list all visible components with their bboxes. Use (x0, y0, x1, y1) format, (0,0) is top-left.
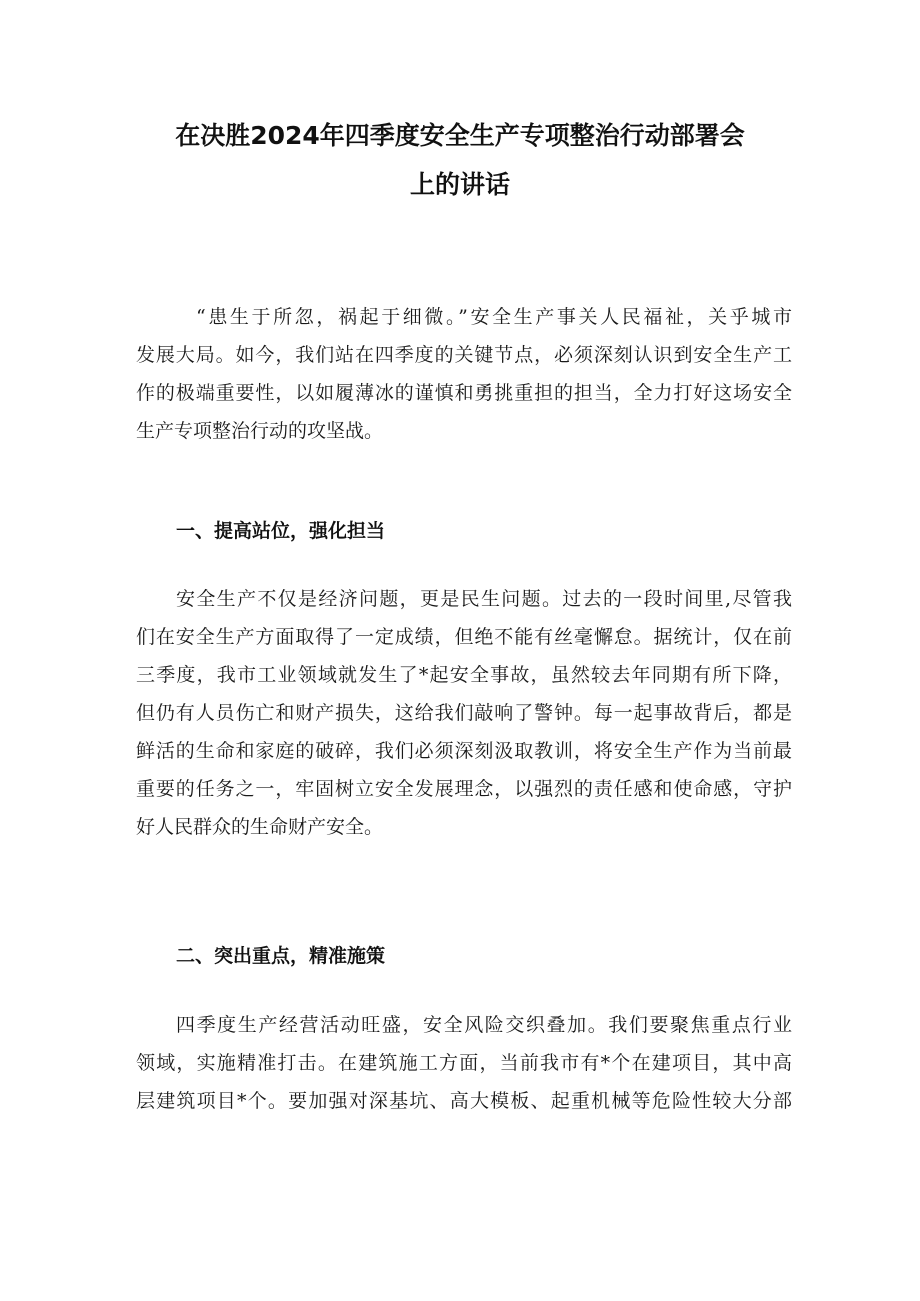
paragraph-line: 领域，实施精准打击。在建筑施工方面，当前我市有*个在建项目，其中高 (136, 1052, 792, 1074)
paragraph-line: 发展大局。如今，我们站在四季度的关键节点，必须深刻认识到安全生产工 (136, 344, 792, 366)
document-title-line-1: 在决胜2024年四季度安全生产专项整治行动部署会 (175, 121, 745, 150)
paragraph-line: 但仍有人员伤亡和财产损失，这给我们敲响了警钟。每一起事故背后，都是 (136, 702, 792, 724)
section-heading-2: 二、突出重点，精准施策 (176, 945, 386, 967)
paragraph-line: 生产专项整治行动的攻坚战。 (136, 420, 384, 442)
paragraph-line: 四季度生产经营活动旺盛，安全风险交织叠加。我们要聚焦重点行业 (176, 1014, 792, 1036)
paragraph-line: 层建筑项目*个。要加强对深基坑、高大模板、起重机械等危险性较大分部 (136, 1090, 792, 1112)
paragraph-line: 好人民群众的生命财产安全。 (136, 816, 384, 838)
paragraph-line: 们在安全生产方面取得了一定成绩，但绝不能有丝毫懈怠。据统计，仅在前 (136, 626, 792, 648)
paragraph-line: 重要的任务之一，牢固树立安全发展理念，以强烈的责任感和使命感，守护 (136, 778, 792, 800)
paragraph-line: 鲜活的生命和家庭的破碎，我们必须深刻汲取教训，将安全生产作为当前最 (136, 740, 792, 762)
paragraph-line: 作的极端重要性，以如履薄冰的谨慎和勇挑重担的担当，全力打好这场安全 (136, 382, 792, 404)
section-2-paragraph (136, 1006, 792, 1120)
paragraph-line: “患生于所忽，祸起于细微。”安全生产事关人民福祉，关乎城市 (196, 306, 792, 328)
intro-paragraph (136, 298, 792, 450)
paragraph-line: 三季度，我市工业领域就发生了*起安全事故，虽然较去年同期有所下降， (136, 664, 792, 686)
document-title-line-2: 上的讲话 (409, 170, 510, 199)
section-heading-1: 一、提高站位，强化担当 (176, 520, 386, 542)
paragraph-line: 安全生产不仅是经济问题，更是民生问题。过去的一段时间里,尽管我 (176, 588, 792, 610)
section-1-paragraph (136, 580, 792, 846)
